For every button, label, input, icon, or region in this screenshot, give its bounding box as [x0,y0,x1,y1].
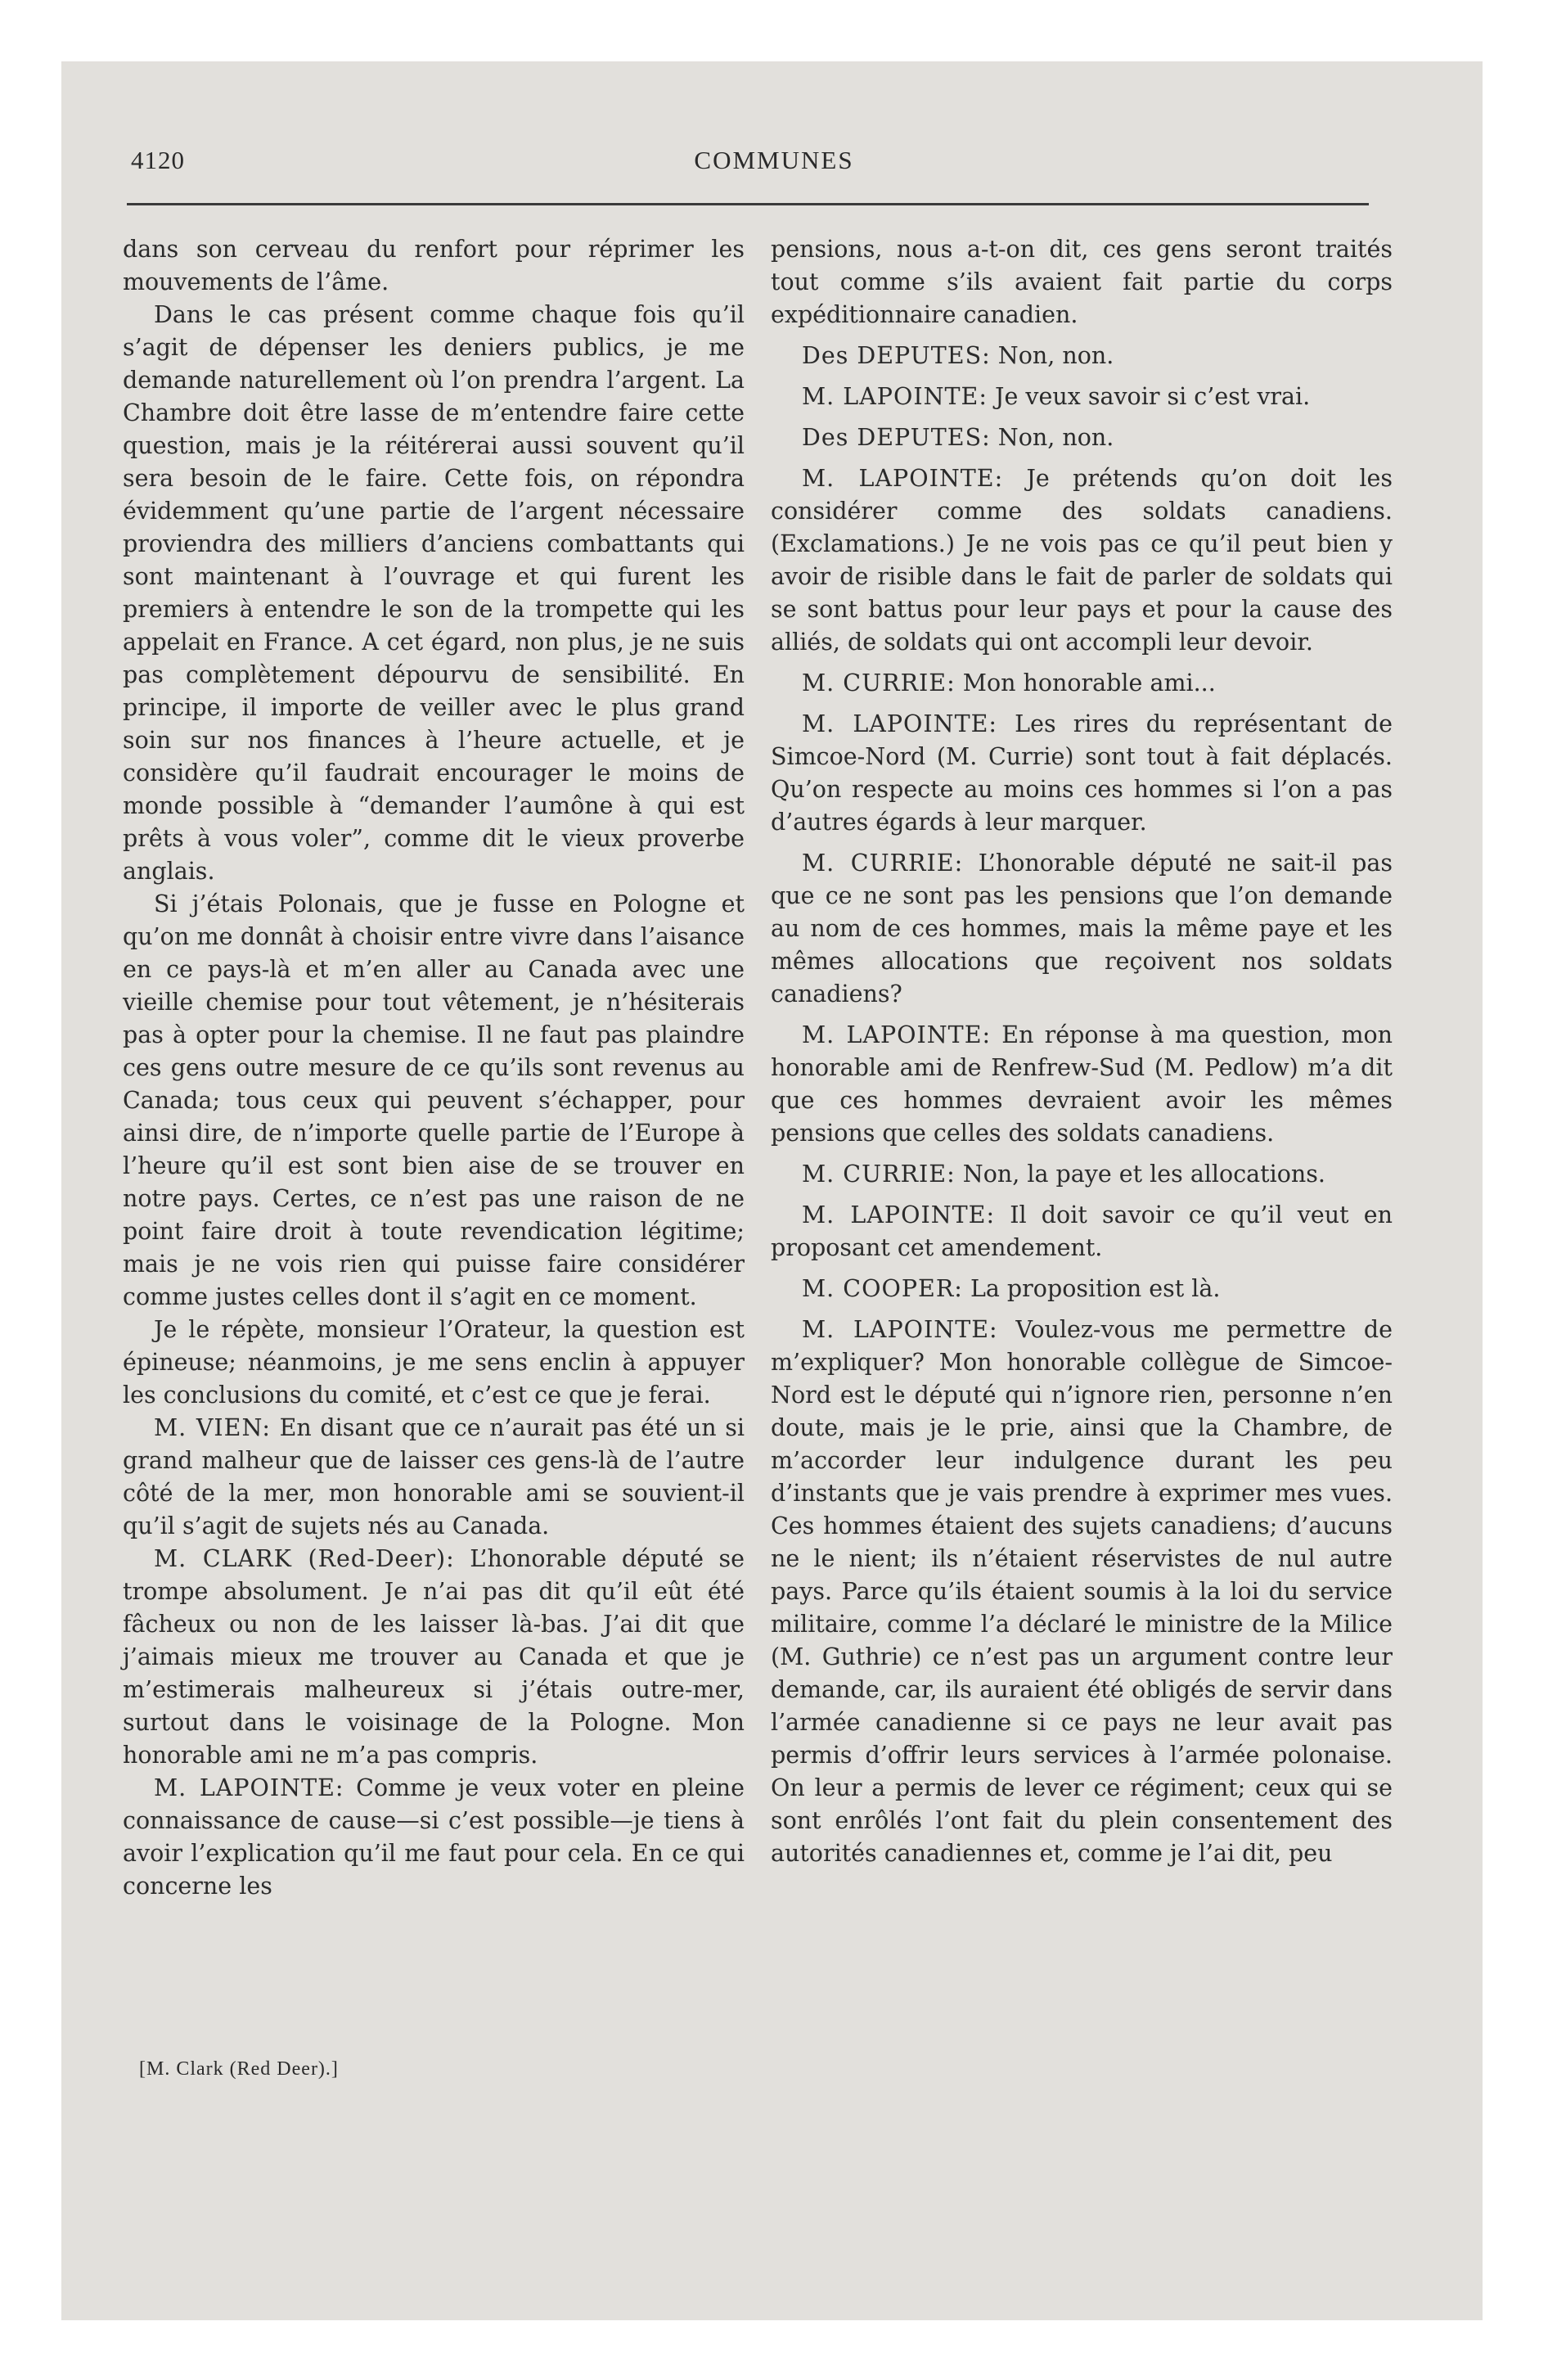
paragraph-text: En réponse à ma question, mon honorable ami de Renfrew-Sud (M. Pedlow) m’a dit que ces hommes devraient avoir les mêmes pensions que celles des soldats canadiens. [771,1021,1393,1147]
speaker-name: M. CURRIE: [802,850,964,877]
paragraph [771,1273,1393,1305]
paragraph-text: Non, non. [990,424,1114,451]
page-number: 4120 [131,146,185,174]
paragraph-text: Voulez-vous me permettre de m’expliquer? Mon honorable collègue de Simcoe-Nord est le député qui n’ignore rien, personne n’en doute, mais je le prie, ainsi que la Chambre, de m’accorder leur indulgence durant les peu d’instants que je vais prendre à exprimer mes vues. Ces hommes étaient des sujets canadiens; d’aucuns ne le nient; ils n’étaient réservistes de nul autre pays. Parce qu’ils étaient soumis à la loi du service militaire, comme l’a déclaré le ministre de la Milice (M. Guthrie) ce n’est pas un argument contre leur demande, car, ils auraient été obligés de servir dans l’armée canadienne si ce pays ne leur avait pas permis d’offrir leurs services à l’armée polonaise. On leur a permis de lever ce régiment; ceux qui se sont enrôlés l’ont fait du plein consentement des autorités canadiennes et, comme je l’ai dit, peu [771,1316,1393,1867]
paragraph-text: Mon honorable ami... [955,669,1216,696]
paragraph-text: L’honorable député ne sait-il pas que ce ne sont pas les pensions que l’on demande au nom de ces hommes, mais la même paye et les mêmes allocations que reçoivent nos soldats canadiens? [771,850,1393,1007]
speaker-name: M. CURRIE: [802,669,956,696]
paragraph [771,1199,1393,1264]
paragraph-text: Dans le cas présent comme chaque fois qu’il s’agit de dépenser les deniers publics, je me demande naturellement où l’on prendra l’argent. La Chambre doit être lasse de m’entendre faire cette question, mais je la réitérerai aussi souvent qu’il sera besoin de le faire. Cette fois, on répondra évidemment qu’une partie de l’argent nécessaire proviendra des milliers d’anciens combattants qui sont maintenant à l’ouvrage et qui furent les premiers à entendre le son de la trompette qui les appelait en France. A cet égard, non plus, je ne suis pas complètement dépourvu de sensibilité. En principe, il importe de veiller avec le plus grand soin sur nos finances à l’heure actuelle, et je considère qu’il faudrait encourager le moins de monde possible à “demander l’aumône à qui est prêts à vous voler”, comme dit le vieux proverbe anglais. [123,301,745,885]
paragraph-text: Comme je veux voter en pleine connaissance de cause—si c’est possible—je tiens à avoir l’explication qu’il me faut pour cela. En ce qui concerne les [123,1774,745,1900]
paragraph-text: Il doit savoir ce qu’il veut en proposant cet amendement. [771,1201,1393,1261]
speaker-name: M. LAPOINTE: [802,1021,992,1048]
paragraph [771,381,1393,413]
running-head: COMMUNES [694,146,854,174]
speaker-name: M. LAPOINTE: [802,1201,996,1228]
paragraph [123,1314,745,1412]
paragraph [771,1019,1393,1150]
paragraph [123,1412,745,1543]
paragraph-text: Je veux savoir si c’est vrai. [987,383,1311,410]
speaker-name: Des DEPUTES: [802,424,991,451]
marginal-note: [M. Clark (Red Deer).] [139,2058,339,2080]
paragraph [123,299,745,888]
paragraph [771,421,1393,454]
paragraph [123,233,745,299]
paragraph-text: L’honorable député se trompe absolument. Je n’ai pas dit qu’il eût été fâcheux ou non de les laisser là-bas. J’ai dit que j’aimais mieux me trouver au Canada et que je m’estimerais malheureux si j’étais outre-mer, surtout dans le voisinage de la Pologne. Mon honorable ami ne m’a pas compris. [123,1545,745,1769]
paragraph-text: Je prétends qu’on doit les considérer comme des soldats canadiens. (Exclamations.) Je ne vois pas ce qu’il peut bien y avoir de risible dans le fait de parler de soldats qui se sont battus pour leur pays et pour la cause des alliés, de soldats qui ont accompli leur devoir. [771,465,1393,656]
paragraph [123,888,745,1314]
speaker-name: M. CURRIE: [802,1161,956,1188]
paragraph-text: La proposition est là. [962,1275,1221,1302]
speaker-name: M. LAPOINTE: [802,383,988,410]
paragraph-text: pensions, nous a-t-on dit, ces gens seront traités tout comme s’ils avaient fait partie du corps expéditionnaire canadien. [771,236,1393,328]
paragraph [771,1158,1393,1191]
speaker-name: M. LAPOINTE: [154,1774,344,1801]
paragraph [771,708,1393,839]
paragraph-text: Non, la paye et les allocations. [955,1161,1325,1188]
speaker-name: M. CLARK (Red-Deer): [154,1545,455,1572]
speaker-name: M. COOPER: [802,1275,963,1302]
left-column [123,233,745,1903]
paragraph [123,1543,745,1772]
paragraph [771,233,1393,331]
paragraph-text: dans son cerveau du renfort pour réprimer les mouvements de l’âme. [123,236,745,295]
paragraph-text: En disant que ce n’aurait pas été un si grand malheur que de laisser ces gens-là de l’autre côté de la mer, mon honorable ami se souvient-il qu’il s’agit de sujets nés au Canada. [123,1414,745,1539]
speaker-name: M. VIEN: [154,1414,271,1441]
right-column [771,233,1393,1878]
header-rule [127,203,1369,205]
speaker-name: Des DEPUTES: [802,342,991,369]
speaker-name: M. LAPOINTE: [802,1316,998,1343]
paragraph-text: Les rires du représentant de Simcoe-Nord (M. Currie) sont tout à fait déplacés. Qu’on respecte au moins ces hommes si l’on a pas d’autres égards à leur marquer. [771,710,1393,836]
paragraph-text: Si j’étais Polonais, que je fusse en Pologne et qu’on me donnât à choisir entre vivre dans l’aisance en ce pays-là et m’en aller au Canada avec une vieille chemise pour tout vêtement, je n’hésiterais pas à opter pour la chemise. Il ne faut pas plaindre ces gens outre mesure de ce qu’ils sont revenus au Canada; tous ceux qui peuvent s’échapper, pour ainsi dire, de n’importe quelle partie de l’Europe à l’heure qu’il est sont bien aise de se trouver en notre pays. Certes, ce n’est pas une raison de ne point faire droit à toute revendication légitime; mais je ne vois rien qui puisse faire considérer comme justes celles dont il s’agit en ce moment. [123,890,745,1310]
paragraph-text: Je le répète, monsieur l’Orateur, la question est épineuse; néanmoins, je me sens enclin à appuyer les conclusions du comité, et c’est ce que je ferai. [123,1316,745,1409]
paragraph-text: Non, non. [990,342,1114,369]
speaker-name: M. LAPOINTE: [802,710,998,737]
paragraph [771,1314,1393,1870]
paragraph [771,462,1393,659]
paragraph [771,667,1393,700]
paragraph [771,340,1393,372]
paragraph [771,847,1393,1011]
paragraph [123,1772,745,1903]
speaker-name: M. LAPOINTE: [802,465,1004,492]
